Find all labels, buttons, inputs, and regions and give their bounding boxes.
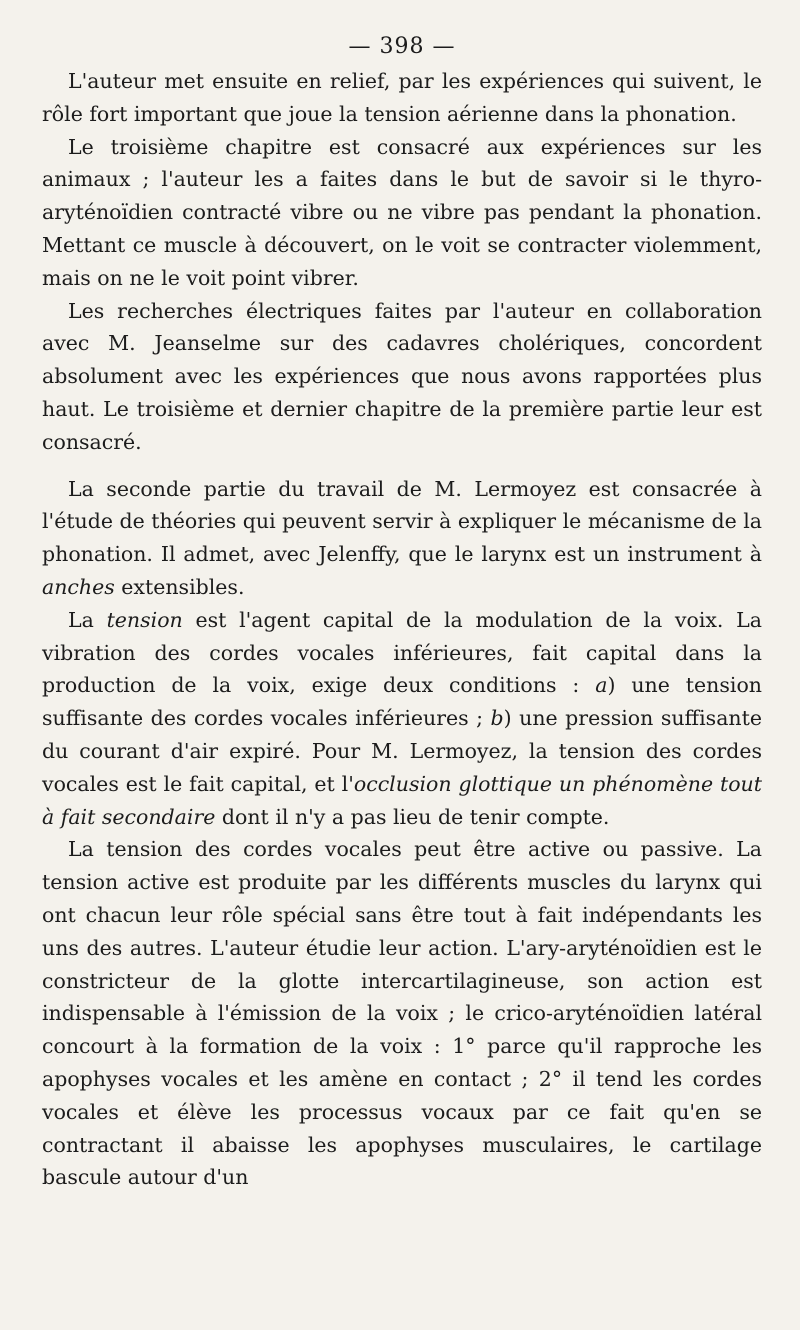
text-segment: ) une tension suffisante des cordes vocales inférieures ; bbox=[42, 673, 762, 731]
text-segment: dont il n'y a pas lieu de tenir compte. bbox=[215, 804, 610, 829]
paragraph bbox=[42, 65, 762, 131]
text-segment: Les recherches électriques faites par l'auteur en collaboration avec M. Jeanselme sur des cadavres cholériques, concordent absolument avec les expériences que nous avons rapportées plus haut. Le troisième et dernier chapitre de la première partie leur est consacré. bbox=[42, 298, 762, 454]
italic-text: anches bbox=[42, 574, 115, 599]
page-number: — 398 — bbox=[348, 34, 456, 59]
text-segment: La tension des cordes vocales peut être active ou passive. La tension active est produite par les différents muscles du larynx qui ont chacun leur rôle spécial sans être tout à fait indépendants les uns des autres. L'auteur étudie leur action. L'ary-aryténoïdien est le constricteur de la glotte intercartilagineuse, son action est indispensable à l'émission de la voix ; le crico-aryténoïdien latéral concourt à la formation de la voix : 1° parce qu'il rapproche les apophyses vocales et les amène en contact ; 2° il tend les cordes vocales et élève les processus vocaux par ce fait qu'en se contractant il abaisse les apophyses musculaires, le cartilage bascule autour d'un bbox=[42, 837, 762, 1190]
paragraph bbox=[42, 604, 762, 834]
body-text bbox=[42, 65, 762, 1194]
text-segment: ) une pression suffisante du courant d'air expiré. Pour M. Lermoyez, la tension des cordes vocales est le fait capital, et l' bbox=[42, 706, 762, 796]
paragraph bbox=[42, 833, 762, 1194]
paragraph bbox=[42, 473, 762, 604]
paragraph bbox=[42, 295, 762, 459]
text-segment: La bbox=[68, 607, 107, 632]
text-segment: L'auteur met ensuite en relief, par les expériences qui suivent, le rôle fort important que joue la tension aérienne dans la phonation. bbox=[42, 69, 762, 126]
italic-text: occlusion glottique un phénomène tout à fait secondaire bbox=[42, 771, 762, 829]
text-segment: extensibles. bbox=[114, 574, 245, 599]
text-segment: est l'agent capital de la modulation de la voix. La vibration des cordes vocales inférieures, fait capital dans la production de la voix, exige deux conditions : bbox=[42, 607, 762, 698]
italic-text: tension bbox=[106, 607, 183, 632]
text-segment: Le troisième chapitre est consacré aux expériences sur les animaux ; l'auteur les a faites dans le but de savoir si le thyro-aryténoïdien contracté vibre ou ne vibre pas pendant la phonation. Mettant ce muscle à découvert, on le voit se contracter violemment, mais on ne le voit point vibrer. bbox=[42, 134, 762, 290]
italic-text: b bbox=[490, 706, 504, 731]
text-segment: La seconde partie du travail de M. Lermoyez est consacrée à l'étude de théories qui peuvent servir à expliquer le mécanisme de la phonation. Il admet, avec Jelenffy, que le larynx est un instrument à bbox=[42, 476, 763, 567]
paragraph bbox=[42, 131, 762, 295]
italic-text: a bbox=[595, 673, 608, 698]
